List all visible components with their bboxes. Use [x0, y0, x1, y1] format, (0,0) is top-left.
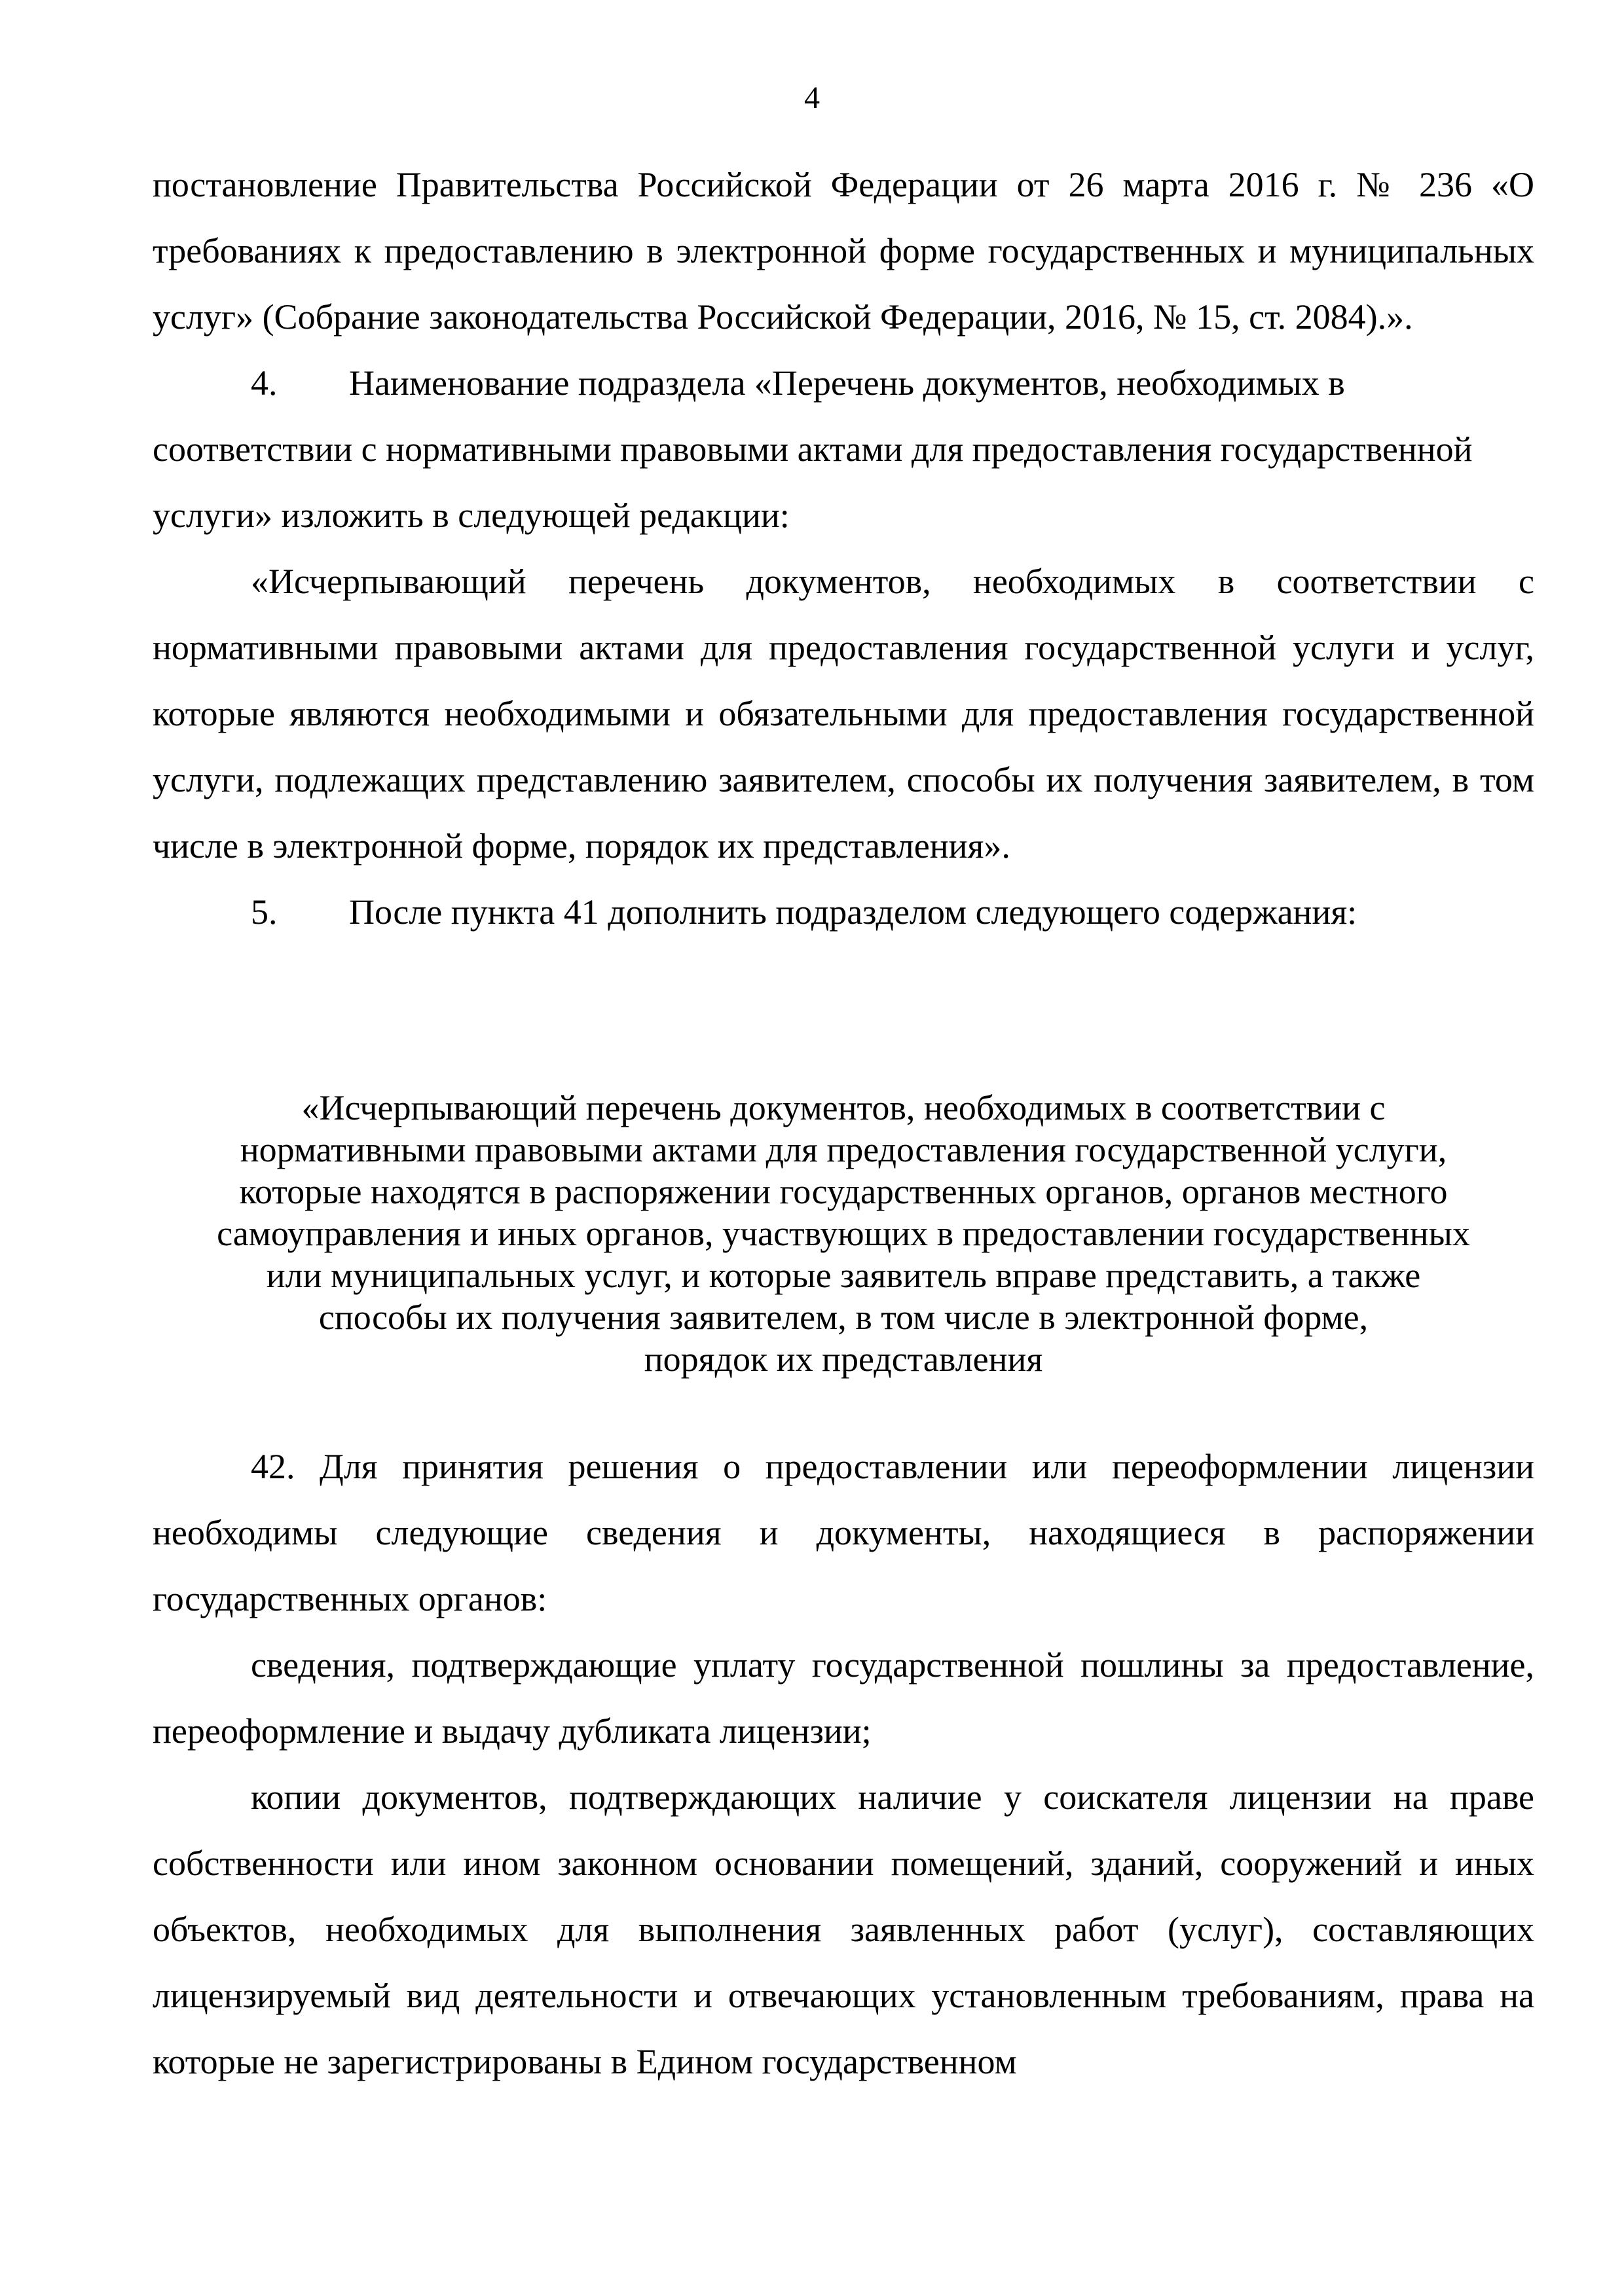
page-number: 4 — [804, 81, 820, 115]
heading-line: которые находятся в распоряжении государственных органов, органов местного — [239, 1172, 1448, 1211]
paragraph-continuation: постановление Правительства Российской Федерации от 26 марта 2016 г. № 236 «О требованиях к предоставлению в электронной форме государственных и муниципальных услуг» (Собрание законодательства Российской Федерации, 2016, № 15, ст. 2084).». — [153, 165, 1534, 337]
paragraph-document-copies: копии документов, подтверждающих наличие у соискателя лицензии на праве собственности или ином законном основании помещений, зданий, сооружений и иных объектов, необходимых для выполнения заявленных работ (услуг), составляющих лицензируемый вид деятельности и отвечающих установленным требованиям, права на которые не зарегистрированы в Едином государственном — [153, 1777, 1534, 2081]
heading-line: или муниципальных услуг, и которые заявитель вправе представить, а также — [266, 1256, 1421, 1295]
item-text: После пункта 41 дополнить подразделом следующего содержания: — [349, 892, 1357, 932]
item-text: Наименование подраздела «Перечень документов, необходимых в соответствии с нормативными правовыми актами для предоставления государственной услуги» изложить в следующей редакции: — [153, 363, 1473, 535]
heading-line: порядок их представления — [644, 1339, 1043, 1379]
top-text-block — [153, 152, 1534, 945]
paragraph-fee-info: сведения, подтверждающие уплату государственной пошлины за предоставление, переоформление и выдачу дубликата лицензии; — [153, 1645, 1534, 1751]
heading-line: самоуправления и иных органов, участвующих в предоставлении государственных — [217, 1214, 1470, 1253]
paragraph-item-4 — [153, 350, 1534, 549]
paragraph-quoted-title: «Исчерпывающий перечень документов, необходимых в соответствии с нормативными правовыми актами для предоставления государственной услуги и услуг, которые являются необходимыми и обязательными для предоставления государственной услуги, подлежащих представлению заявителем, способы их получения заявителем, в том числе в электронной форме, порядок их представления». — [153, 562, 1534, 866]
heading-line: способы их получения заявителем, в том числе в электронной форме, — [318, 1298, 1369, 1337]
paragraph-item-5 — [153, 879, 1534, 945]
bottom-text-block — [153, 1434, 1534, 2095]
item-number: 5. — [251, 892, 278, 932]
paragraph-item-42: 42. Для принятия решения о предоставлении или переоформлении лицензии необходимы следующие сведения и документы, находящиеся в распоряжении государственных органов: — [153, 1447, 1534, 1618]
subsection-heading — [153, 1087, 1534, 1380]
heading-line: нормативными правовыми актами для предоставления государственной услуги, — [240, 1130, 1447, 1169]
heading-line: «Исчерпывающий перечень документов, необходимых в соответствии с — [301, 1088, 1386, 1127]
item-number: 4. — [251, 363, 278, 403]
